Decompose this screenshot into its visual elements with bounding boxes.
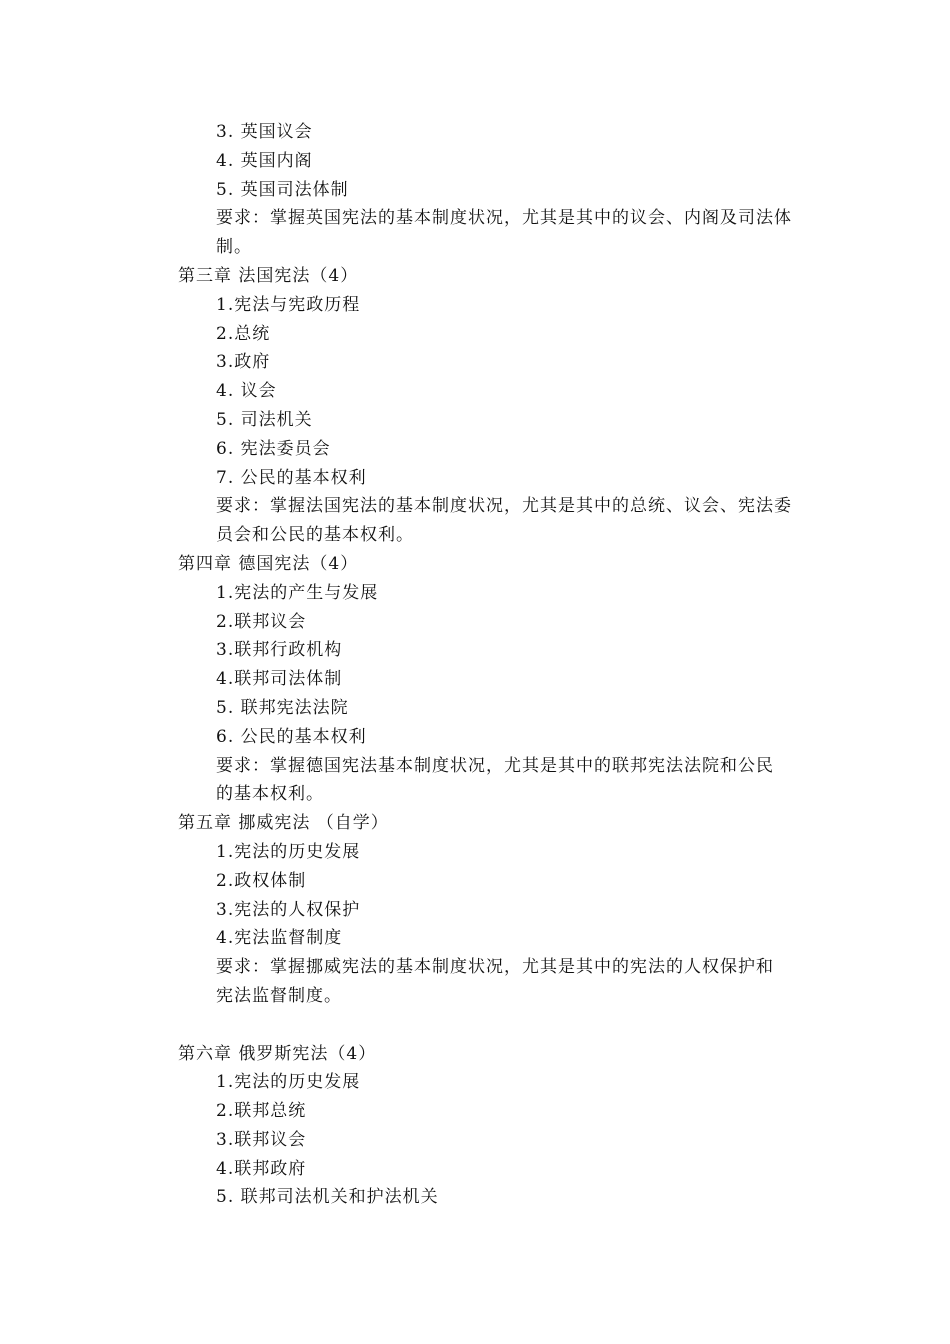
chapter-heading: 第五章 挪威宪法 （自学） bbox=[178, 813, 389, 834]
list-item: 2.联邦议会 bbox=[216, 611, 307, 632]
requirement-text: 要求：掌握英国宪法的基本制度状况，尤其是其中的议会、内阁及司法体 bbox=[216, 208, 792, 229]
requirement-text: 要求：掌握法国宪法的基本制度状况，尤其是其中的总统、议会、宪法委 bbox=[216, 496, 792, 517]
list-item: 1.宪法的历史发展 bbox=[216, 841, 361, 862]
list-item: 1.宪法与宪政历程 bbox=[216, 294, 361, 315]
list-item: 4.联邦司法体制 bbox=[216, 669, 343, 690]
section-chapter-4 bbox=[0, 550, 950, 809]
list-item: 7. 公民的基本权利 bbox=[216, 467, 367, 488]
list-item: 1.宪法的产生与发展 bbox=[216, 582, 379, 603]
list-item: 3.宪法的人权保护 bbox=[216, 899, 361, 920]
list-item: 4. 英国内阁 bbox=[216, 150, 313, 171]
section-chapter-5 bbox=[0, 809, 950, 1011]
list-item: 4.联邦政府 bbox=[216, 1158, 307, 1179]
list-item: 3.联邦行政机构 bbox=[216, 640, 343, 661]
requirement-text-continued: 制。 bbox=[216, 237, 252, 258]
requirement-text-continued: 员会和公民的基本权利。 bbox=[216, 525, 414, 546]
list-item: 3.政府 bbox=[216, 352, 271, 373]
list-item: 3.联邦议会 bbox=[216, 1129, 307, 1150]
list-item: 6. 宪法委员会 bbox=[216, 438, 331, 459]
list-item: 5. 联邦司法机关和护法机关 bbox=[216, 1187, 439, 1208]
list-item: 4. 议会 bbox=[216, 381, 277, 402]
chapter-heading: 第三章 法国宪法（4） bbox=[178, 265, 359, 286]
list-item: 6. 公民的基本权利 bbox=[216, 726, 367, 747]
section-chapter-3 bbox=[0, 262, 950, 550]
list-item: 5. 司法机关 bbox=[216, 409, 313, 430]
requirement-text-continued: 的基本权利。 bbox=[216, 784, 324, 805]
chapter-heading: 第四章 德国宪法（4） bbox=[178, 553, 359, 574]
requirement-text: 要求：掌握德国宪法基本制度状况，尤其是其中的联邦宪法法院和公民 bbox=[216, 755, 774, 776]
blank-line bbox=[0, 1011, 950, 1040]
list-item: 3. 英国议会 bbox=[216, 122, 313, 142]
document-page bbox=[0, 118, 950, 1212]
section-chapter-6 bbox=[0, 1040, 950, 1213]
chapter-heading: 第六章 俄罗斯宪法（4） bbox=[178, 1043, 377, 1064]
requirement-text-continued: 宪法监督制度。 bbox=[216, 985, 342, 1006]
list-item: 2.总统 bbox=[216, 323, 271, 344]
requirement-text: 要求：掌握挪威宪法的基本制度状况，尤其是其中的宪法的人权保护和 bbox=[216, 957, 774, 978]
section-uk-constitution bbox=[0, 118, 950, 262]
list-item: 5. 英国司法体制 bbox=[216, 179, 349, 200]
list-item: 2.联邦总统 bbox=[216, 1101, 307, 1122]
list-item: 1.宪法的历史发展 bbox=[216, 1072, 361, 1093]
list-item: 2.政权体制 bbox=[216, 870, 307, 891]
list-item: 4.宪法监督制度 bbox=[216, 928, 343, 949]
list-item: 5. 联邦宪法法院 bbox=[216, 697, 349, 718]
